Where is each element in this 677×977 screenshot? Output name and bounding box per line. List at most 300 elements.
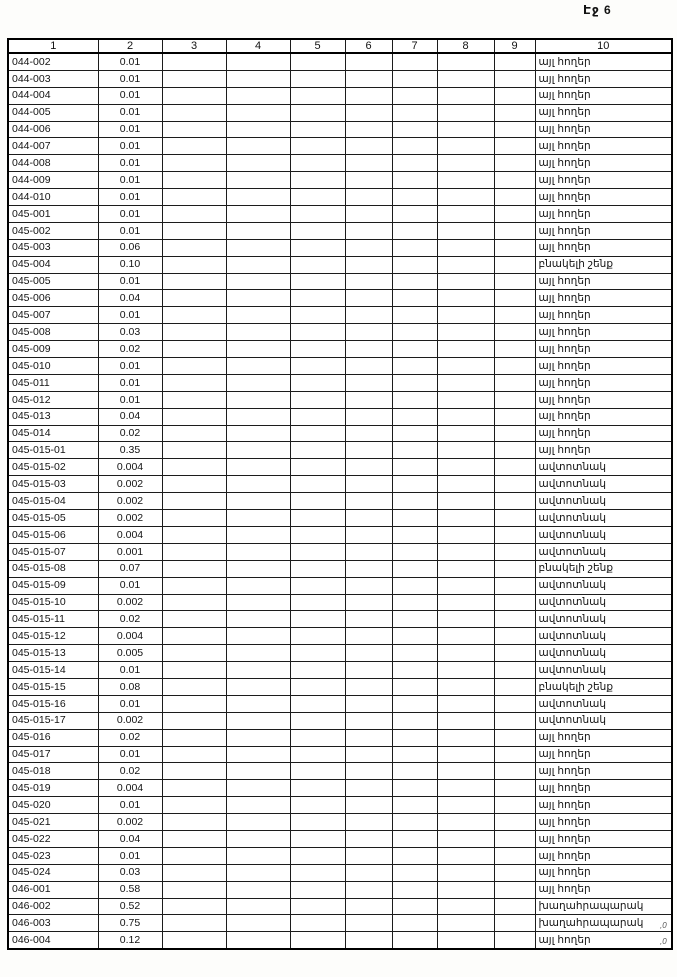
table-row xyxy=(8,898,672,915)
table-row xyxy=(8,374,672,391)
cell-empty xyxy=(290,273,345,290)
cell-empty xyxy=(345,830,392,847)
cell-empty xyxy=(162,662,226,679)
cell-empty xyxy=(290,290,345,307)
cell-empty xyxy=(226,290,290,307)
cell-empty xyxy=(494,155,535,172)
cell-empty xyxy=(345,898,392,915)
cell-empty xyxy=(494,222,535,239)
cell-empty xyxy=(392,307,437,324)
cell-empty xyxy=(290,847,345,864)
cell-empty xyxy=(226,459,290,476)
cell-empty xyxy=(494,611,535,628)
cell-area-value: 0.04 xyxy=(98,290,162,307)
cell-empty xyxy=(437,932,494,949)
table-row xyxy=(8,695,672,712)
cell-empty xyxy=(290,814,345,831)
cell-empty xyxy=(345,374,392,391)
cell-area-value: 0.01 xyxy=(98,172,162,189)
cell-empty xyxy=(226,408,290,425)
cell-empty xyxy=(437,476,494,493)
cell-empty xyxy=(437,881,494,898)
cell-parcel-code: 045-015-06 xyxy=(8,526,98,543)
cell-landuse-label: ավտոտնակ xyxy=(535,476,672,493)
cell-empty xyxy=(392,898,437,915)
cell-empty xyxy=(226,746,290,763)
cell-empty xyxy=(437,391,494,408)
cell-empty xyxy=(437,628,494,645)
cell-empty xyxy=(437,138,494,155)
cell-parcel-code: 045-016 xyxy=(8,729,98,746)
cell-empty xyxy=(226,222,290,239)
cell-empty xyxy=(345,577,392,594)
cell-empty xyxy=(162,172,226,189)
cell-empty xyxy=(392,53,437,70)
cell-empty xyxy=(494,476,535,493)
cell-empty xyxy=(162,70,226,87)
table-row xyxy=(8,104,672,121)
cell-empty xyxy=(226,526,290,543)
cell-landuse-label: այլ հողեր xyxy=(535,729,672,746)
cell-empty xyxy=(162,864,226,881)
cell-empty xyxy=(437,797,494,814)
cell-empty xyxy=(392,543,437,560)
cell-empty xyxy=(494,307,535,324)
cell-empty xyxy=(437,645,494,662)
parcel-table xyxy=(7,38,673,950)
cell-landuse-label: այլ հողեր xyxy=(535,425,672,442)
cell-empty xyxy=(494,341,535,358)
cell-empty xyxy=(226,932,290,949)
cell-empty xyxy=(226,155,290,172)
column-header: 7 xyxy=(392,39,437,53)
cell-parcel-code: 045-008 xyxy=(8,324,98,341)
cell-empty xyxy=(290,374,345,391)
cell-empty xyxy=(345,324,392,341)
cell-parcel-code: 044-010 xyxy=(8,189,98,206)
cell-parcel-code: 045-021 xyxy=(8,814,98,831)
cell-empty xyxy=(162,712,226,729)
cell-empty xyxy=(392,662,437,679)
cell-empty xyxy=(162,425,226,442)
cell-empty xyxy=(226,341,290,358)
cell-area-value: 0.01 xyxy=(98,222,162,239)
cell-empty xyxy=(437,104,494,121)
cell-empty xyxy=(162,594,226,611)
cell-empty xyxy=(290,763,345,780)
cell-empty xyxy=(226,53,290,70)
cell-parcel-code: 045-015-04 xyxy=(8,493,98,510)
cell-empty xyxy=(226,763,290,780)
cell-empty xyxy=(162,324,226,341)
cell-empty xyxy=(162,476,226,493)
table-row xyxy=(8,611,672,628)
cell-empty xyxy=(437,222,494,239)
cell-parcel-code: 045-015-02 xyxy=(8,459,98,476)
cell-landuse-label: ավտոտնակ xyxy=(535,628,672,645)
cell-empty xyxy=(290,341,345,358)
cell-empty xyxy=(494,358,535,375)
table-row xyxy=(8,189,672,206)
table-row xyxy=(8,780,672,797)
cell-landuse-label: այլ հողեր xyxy=(535,138,672,155)
cell-empty xyxy=(437,324,494,341)
cell-empty xyxy=(437,493,494,510)
table-row xyxy=(8,239,672,256)
cell-empty xyxy=(162,510,226,527)
cell-empty xyxy=(290,830,345,847)
cell-parcel-code: 045-003 xyxy=(8,239,98,256)
cell-empty xyxy=(392,138,437,155)
cell-empty xyxy=(345,712,392,729)
cell-empty xyxy=(392,678,437,695)
cell-empty xyxy=(345,847,392,864)
cell-parcel-code: 045-015-08 xyxy=(8,560,98,577)
cell-empty xyxy=(494,425,535,442)
column-header: 9 xyxy=(494,39,535,53)
cell-empty xyxy=(392,611,437,628)
table-row xyxy=(8,476,672,493)
cell-empty xyxy=(290,645,345,662)
cell-empty xyxy=(345,391,392,408)
column-header: 8 xyxy=(437,39,494,53)
cell-empty xyxy=(494,493,535,510)
cell-empty xyxy=(345,358,392,375)
cell-empty xyxy=(290,104,345,121)
cell-landuse-label: ավտոտնակ xyxy=(535,526,672,543)
cell-empty xyxy=(226,206,290,223)
cell-empty xyxy=(162,307,226,324)
cell-parcel-code: 044-006 xyxy=(8,121,98,138)
cell-landuse-label: այլ հողեր xyxy=(535,104,672,121)
cell-empty xyxy=(345,442,392,459)
table-row xyxy=(8,932,672,949)
cell-empty xyxy=(162,932,226,949)
cell-landuse-label: այլ հողեր xyxy=(535,881,672,898)
cell-empty xyxy=(345,678,392,695)
table-row xyxy=(8,577,672,594)
cell-empty xyxy=(226,898,290,915)
cell-empty xyxy=(437,729,494,746)
table-row xyxy=(8,560,672,577)
cell-parcel-code: 045-024 xyxy=(8,864,98,881)
cell-empty xyxy=(437,662,494,679)
cell-empty xyxy=(494,442,535,459)
cell-empty xyxy=(162,459,226,476)
cell-empty xyxy=(162,138,226,155)
cell-empty xyxy=(226,678,290,695)
cell-landuse-label: այլ հողեր xyxy=(535,391,672,408)
cell-empty xyxy=(345,510,392,527)
header-row xyxy=(8,39,672,53)
cell-empty xyxy=(162,898,226,915)
cell-area-value: 0.01 xyxy=(98,746,162,763)
table-row xyxy=(8,459,672,476)
table-row xyxy=(8,628,672,645)
cell-parcel-code: 046-002 xyxy=(8,898,98,915)
cell-empty xyxy=(494,780,535,797)
cell-empty xyxy=(494,645,535,662)
cell-empty xyxy=(290,695,345,712)
cell-empty xyxy=(437,763,494,780)
cell-empty xyxy=(162,53,226,70)
cell-landuse-label: այլ հողեր xyxy=(535,239,672,256)
cell-area-value: 0.01 xyxy=(98,189,162,206)
cell-empty xyxy=(345,628,392,645)
cell-empty xyxy=(345,307,392,324)
cell-empty xyxy=(392,864,437,881)
cell-landuse-label: այլ հողեր xyxy=(535,746,672,763)
cell-empty xyxy=(345,932,392,949)
cell-empty xyxy=(392,763,437,780)
cell-empty xyxy=(226,847,290,864)
cell-area-value: 0.01 xyxy=(98,155,162,172)
cell-empty xyxy=(226,172,290,189)
table-row xyxy=(8,678,672,695)
cell-empty xyxy=(162,239,226,256)
cell-area-value: 0.01 xyxy=(98,53,162,70)
cell-area-value: 0.01 xyxy=(98,797,162,814)
cell-area-value: 0.01 xyxy=(98,695,162,712)
cell-landuse-label: այլ հողեր xyxy=(535,442,672,459)
cell-empty xyxy=(290,121,345,138)
cell-empty xyxy=(226,121,290,138)
cell-empty xyxy=(226,476,290,493)
cell-parcel-code: 045-004 xyxy=(8,256,98,273)
cell-landuse-label: այլ հողեր xyxy=(535,408,672,425)
cell-empty xyxy=(437,830,494,847)
cell-empty xyxy=(437,273,494,290)
cell-landuse-label: այլ հողեր xyxy=(535,374,672,391)
cell-empty xyxy=(162,273,226,290)
cell-parcel-code: 045-020 xyxy=(8,797,98,814)
cell-area-value: 0.01 xyxy=(98,138,162,155)
cell-parcel-code: 044-003 xyxy=(8,70,98,87)
page-number-label: Էջ 6 xyxy=(583,3,612,17)
cell-landuse-label: ավտոտնակ xyxy=(535,543,672,560)
cell-landuse-label: այլ հողեր xyxy=(535,307,672,324)
cell-empty xyxy=(345,239,392,256)
cell-area-value: 0.01 xyxy=(98,307,162,324)
cell-empty xyxy=(392,256,437,273)
cell-landuse-label: այլ հողեր xyxy=(535,830,672,847)
cell-empty xyxy=(290,391,345,408)
cell-empty xyxy=(290,864,345,881)
column-header: 1 xyxy=(8,39,98,53)
cell-empty xyxy=(226,915,290,932)
cell-empty xyxy=(162,628,226,645)
cell-empty xyxy=(162,189,226,206)
cell-landuse-label: այլ հողեր xyxy=(535,121,672,138)
cell-area-value: 0.001 xyxy=(98,543,162,560)
cell-empty xyxy=(226,358,290,375)
cell-empty xyxy=(162,374,226,391)
cell-empty xyxy=(494,560,535,577)
cell-empty xyxy=(392,341,437,358)
cell-empty xyxy=(290,53,345,70)
cell-empty xyxy=(226,797,290,814)
cell-empty xyxy=(437,695,494,712)
cell-empty xyxy=(392,510,437,527)
cell-empty xyxy=(162,847,226,864)
cell-empty xyxy=(437,189,494,206)
cell-empty xyxy=(345,645,392,662)
cell-landuse-label: ավտոտնակ xyxy=(535,712,672,729)
cell-parcel-code: 045-011 xyxy=(8,374,98,391)
cell-empty xyxy=(494,746,535,763)
table-row xyxy=(8,543,672,560)
cell-empty xyxy=(494,695,535,712)
cell-empty xyxy=(494,814,535,831)
cell-empty xyxy=(437,155,494,172)
cell-area-value: 0.01 xyxy=(98,577,162,594)
cell-landuse-label: այլ հողեր xyxy=(535,222,672,239)
cell-empty xyxy=(345,594,392,611)
cell-parcel-code: 045-006 xyxy=(8,290,98,307)
cell-area-value: 0.04 xyxy=(98,408,162,425)
cell-empty xyxy=(226,425,290,442)
cell-empty xyxy=(437,746,494,763)
cell-empty xyxy=(345,104,392,121)
cell-empty xyxy=(226,830,290,847)
cell-empty xyxy=(290,87,345,104)
cell-empty xyxy=(345,864,392,881)
cell-empty xyxy=(392,493,437,510)
cell-empty xyxy=(437,577,494,594)
cell-empty xyxy=(437,510,494,527)
cell-empty xyxy=(290,510,345,527)
cell-area-value: 0.002 xyxy=(98,493,162,510)
cell-empty xyxy=(290,560,345,577)
cell-area-value: 0.01 xyxy=(98,662,162,679)
column-header: 4 xyxy=(226,39,290,53)
cell-empty xyxy=(290,425,345,442)
cell-empty xyxy=(494,678,535,695)
cell-empty xyxy=(290,70,345,87)
cell-empty xyxy=(345,560,392,577)
cell-empty xyxy=(494,881,535,898)
cell-empty xyxy=(494,662,535,679)
cell-area-value: 0.002 xyxy=(98,510,162,527)
cell-empty xyxy=(437,121,494,138)
cell-parcel-code: 045-009 xyxy=(8,341,98,358)
cell-empty xyxy=(226,881,290,898)
cell-empty xyxy=(392,222,437,239)
cell-empty xyxy=(226,273,290,290)
cell-empty xyxy=(392,87,437,104)
table-row xyxy=(8,847,672,864)
cell-empty xyxy=(437,53,494,70)
cell-area-value: 0.01 xyxy=(98,847,162,864)
cell-parcel-code: 046-003 xyxy=(8,915,98,932)
cell-empty xyxy=(162,408,226,425)
cell-empty xyxy=(494,543,535,560)
cell-parcel-code: 044-002 xyxy=(8,53,98,70)
cell-empty xyxy=(437,560,494,577)
cell-empty xyxy=(290,256,345,273)
cell-empty xyxy=(437,442,494,459)
cell-empty xyxy=(162,915,226,932)
cell-parcel-code: 046-001 xyxy=(8,881,98,898)
cell-landuse-label: այլ հողեր xyxy=(535,932,672,949)
cell-area-value: 0.01 xyxy=(98,70,162,87)
cell-empty xyxy=(437,459,494,476)
cell-empty xyxy=(437,814,494,831)
cell-empty xyxy=(494,273,535,290)
cell-empty xyxy=(345,543,392,560)
cell-empty xyxy=(392,425,437,442)
cell-empty xyxy=(494,391,535,408)
cell-empty xyxy=(392,290,437,307)
cell-area-value: 0.02 xyxy=(98,341,162,358)
cell-empty xyxy=(226,493,290,510)
cell-landuse-label: այլ հողեր xyxy=(535,155,672,172)
cell-empty xyxy=(345,526,392,543)
cell-empty xyxy=(345,273,392,290)
cell-empty xyxy=(494,915,535,932)
cell-empty xyxy=(437,70,494,87)
cell-parcel-code: 044-009 xyxy=(8,172,98,189)
cell-empty xyxy=(494,797,535,814)
cell-empty xyxy=(162,290,226,307)
cell-parcel-code: 045-007 xyxy=(8,307,98,324)
cell-empty xyxy=(437,898,494,915)
cell-landuse-label: այլ հողեր xyxy=(535,797,672,814)
cell-empty xyxy=(290,239,345,256)
cell-empty xyxy=(226,560,290,577)
cell-empty xyxy=(345,476,392,493)
table-row xyxy=(8,797,672,814)
cell-empty xyxy=(162,814,226,831)
cell-landuse-label: այլ հողեր xyxy=(535,53,672,70)
cell-empty xyxy=(392,814,437,831)
cell-empty xyxy=(290,898,345,915)
cell-empty xyxy=(226,695,290,712)
cell-empty xyxy=(345,881,392,898)
cell-landuse-label: ավտոտնակ xyxy=(535,493,672,510)
cell-empty xyxy=(162,645,226,662)
cell-empty xyxy=(226,577,290,594)
cell-empty xyxy=(494,374,535,391)
cell-parcel-code: 044-004 xyxy=(8,87,98,104)
cell-parcel-code: 045-018 xyxy=(8,763,98,780)
cell-empty xyxy=(392,628,437,645)
cell-parcel-code: 045-023 xyxy=(8,847,98,864)
cell-empty xyxy=(290,459,345,476)
cell-area-value: 0.08 xyxy=(98,678,162,695)
cell-empty xyxy=(162,780,226,797)
cell-empty xyxy=(494,932,535,949)
cell-empty xyxy=(290,611,345,628)
cell-empty xyxy=(162,797,226,814)
cell-area-value: 0.01 xyxy=(98,358,162,375)
cell-empty xyxy=(494,510,535,527)
cell-empty xyxy=(392,172,437,189)
cell-empty xyxy=(392,881,437,898)
cell-parcel-code: 045-015-17 xyxy=(8,712,98,729)
cell-empty xyxy=(226,442,290,459)
table-row xyxy=(8,712,672,729)
table-row xyxy=(8,814,672,831)
cell-empty xyxy=(226,87,290,104)
cell-empty xyxy=(162,830,226,847)
cell-empty xyxy=(392,104,437,121)
cell-landuse-label: այլ հողեր xyxy=(535,87,672,104)
cell-empty xyxy=(494,830,535,847)
cell-empty xyxy=(226,814,290,831)
cell-landuse-label: խաղահրապարակ xyxy=(535,915,672,932)
cell-empty xyxy=(345,493,392,510)
